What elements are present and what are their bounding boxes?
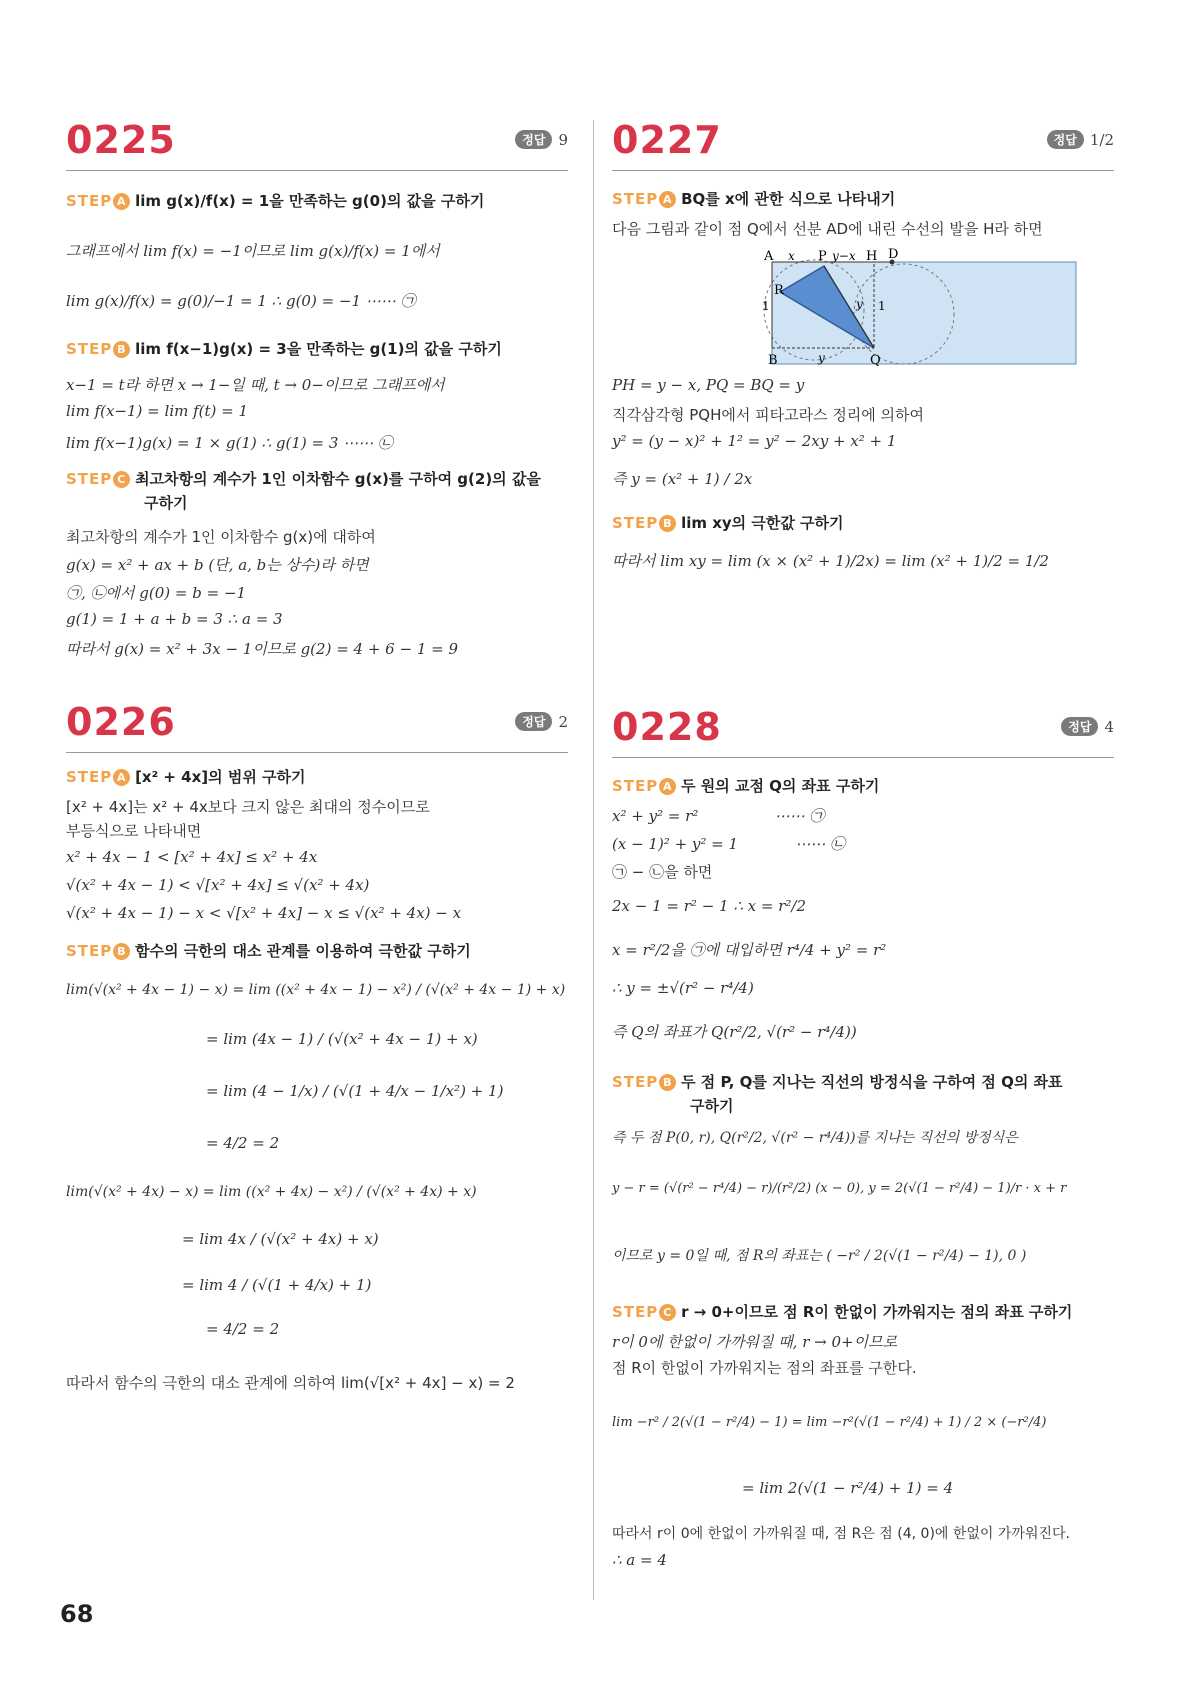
step-heading: STEP A BQ를 x에 관한 식으로 나타내기 xyxy=(612,190,896,208)
solution-line: = lim 4 / (√(1 + 4/x) + 1) xyxy=(182,1276,372,1294)
solution-line: x² + y² = r² ⋯⋯ ㉠ xyxy=(612,807,825,825)
step-heading: STEP C 최고차항의 계수가 1인 이차함수 g(x)를 구하여 g(2)의 값을 xyxy=(66,470,541,488)
answer-value: 9 xyxy=(558,130,568,149)
solution-line: PH = y − x, PQ = BQ = y xyxy=(612,376,805,394)
solution-line: = lim 2(√(1 − r²/4) + 1) = 4 xyxy=(742,1479,954,1497)
solution-line: 다음 그림과 같이 점 Q에서 선분 AD에 내린 수선의 발을 H라 하면 xyxy=(612,220,1043,238)
solution-line: [x² + 4x]는 x² + 4x보다 크지 않은 최대의 정수이므로 xyxy=(66,798,430,816)
solution-line: (x − 1)² + y² = 1 ⋯⋯ ㉡ xyxy=(612,835,846,853)
solution-line: √(x² + 4x − 1) − x < √[x² + 4x] − x ≤ √(x² + 4x) − x xyxy=(66,904,462,922)
solution-line: 부등식으로 나타내면 xyxy=(66,822,202,840)
problem-number: 0227 xyxy=(612,118,722,162)
solution-line: = 4/2 = 2 xyxy=(206,1320,280,1338)
solution-line: x = r²/2을 ㉠에 대입하면 r⁴/4 + y² = r² xyxy=(612,941,887,959)
solution-line: 이므로 y = 0일 때, 점 R의 좌표는 ( −r² / 2(√(1 − r²/4) − 1), 0 ) xyxy=(612,1248,1027,1264)
solution-line: 즉 y = (x² + 1) / 2x xyxy=(612,470,753,488)
solution-line: = lim 4x / (√(x² + 4x) + x) xyxy=(182,1230,379,1248)
answer-badge: 정답 xyxy=(515,130,552,149)
problem-number: 0228 xyxy=(612,705,722,749)
problem-0227 xyxy=(612,118,1114,618)
step-heading: STEP B 함수의 극한의 대소 관계를 이용하여 극한값 구하기 xyxy=(66,942,471,960)
header-rule xyxy=(612,170,1114,171)
solution-line: y² = (y − x)² + 1² = y² − 2xy + x² + 1 xyxy=(612,432,897,450)
problem-number: 0226 xyxy=(66,700,176,744)
problem-0225 xyxy=(66,118,568,658)
solution-line: x−1 = t라 하면 x → 1−일 때, t → 0−이므로 그래프에서 xyxy=(66,376,445,394)
step-heading-cont: 구하기 xyxy=(144,494,188,512)
column-divider xyxy=(593,120,594,1600)
fig-label-h: H xyxy=(866,249,878,264)
solution-line: = lim (4 − 1/x) / (√(1 + 4/x − 1/x²) + 1) xyxy=(206,1082,504,1100)
step-heading-cont: 구하기 xyxy=(690,1097,734,1115)
fig-label-d: D xyxy=(888,248,899,262)
problem-0226 xyxy=(66,700,568,1420)
solution-line: lim f(x−1) = lim f(t) = 1 xyxy=(66,402,249,420)
fig-label-q: Q xyxy=(870,353,881,368)
fig-label-y1: y xyxy=(856,297,863,311)
answer-box xyxy=(515,712,568,731)
step-heading: STEP C r → 0+이므로 점 R이 한없이 가까워지는 점의 좌표 구하기 xyxy=(612,1303,1073,1321)
solution-line: ∴ a = 4 xyxy=(612,1551,667,1569)
fig-label-1b: 1 xyxy=(878,299,886,313)
geometry-figure xyxy=(752,248,1082,368)
header-rule xyxy=(66,170,568,171)
solution-line: ㉠, ㉡에서 g(0) = b = −1 xyxy=(66,584,247,602)
solution-line: lim(√(x² + 4x − 1) − x) = lim ((x² + 4x − 1) − x²) / (√(x² + 4x − 1) + x) xyxy=(66,982,566,998)
solution-line: 최고차항의 계수가 1인 이차함수 g(x)에 대하여 xyxy=(66,528,376,546)
answer-box xyxy=(515,130,568,149)
problem-0228 xyxy=(612,705,1114,1585)
step-heading: STEP A [x² + 4x]의 범위 구하기 xyxy=(66,768,306,786)
step-heading: STEP A lim g(x)/f(x) = 1을 만족하는 g(0)의 값을 구하기 xyxy=(66,192,485,210)
solution-line: 즉 Q의 좌표가 Q(r²/2, √(r² − r⁴/4)) xyxy=(612,1023,857,1041)
solution-line: lim g(x)/f(x) = g(0)/−1 = 1 ∴ g(0) = −1 ⋯⋯ ㉠ xyxy=(66,292,416,310)
solution-line: 직각삼각형 PQH에서 피타고라스 정리에 의하여 xyxy=(612,406,925,424)
answer-badge: 정답 xyxy=(1047,130,1084,149)
solution-line: √(x² + 4x − 1) < √[x² + 4x] ≤ √(x² + 4x) xyxy=(66,876,370,894)
solution-line: 그래프에서 lim f(x) = −1이므로 lim g(x)/f(x) = 1에서 xyxy=(66,242,440,260)
header-rule xyxy=(66,752,568,753)
fig-label-a: A xyxy=(764,249,774,264)
solution-line: x² + 4x − 1 < [x² + 4x] ≤ x² + 4x xyxy=(66,848,318,866)
solution-line: g(1) = 1 + a + b = 3 ∴ a = 3 xyxy=(66,610,283,628)
fig-label-ymx: y−x xyxy=(832,249,856,263)
solution-line: = 4/2 = 2 xyxy=(206,1134,280,1152)
header-rule xyxy=(612,757,1114,758)
fig-label-b: B xyxy=(768,353,778,368)
page-number: 68 xyxy=(60,1600,94,1628)
answer-badge: 정답 xyxy=(515,712,552,731)
step-heading: STEP B lim xy의 극한값 구하기 xyxy=(612,514,844,532)
solution-line: 2x − 1 = r² − 1 ∴ x = r²/2 xyxy=(612,897,807,915)
solution-line: 점 R이 한없이 가까워지는 점의 좌표를 구한다. xyxy=(612,1359,917,1377)
answer-box xyxy=(1047,130,1114,149)
solution-line: lim −r² / 2(√(1 − r²/4) − 1) = lim −r²(√(1 − r²/4) + 1) / 2 × (−r²/4) xyxy=(612,1415,1047,1430)
solution-line: 따라서 r이 0에 한없이 가까워질 때, 점 R은 점 (4, 0)에 한없이 가까워진다. xyxy=(612,1526,1070,1542)
problem-number: 0225 xyxy=(66,118,176,162)
answer-box xyxy=(1061,717,1114,736)
step-heading: STEP B lim f(x−1)g(x) = 3을 만족하는 g(1)의 값을 구하기 xyxy=(66,340,502,358)
fig-label-r: R xyxy=(774,283,784,298)
fig-label-y2: y xyxy=(818,351,825,365)
solution-line: lim f(x−1)g(x) = 1 × g(1) ∴ g(1) = 3 ⋯⋯ ㉡ xyxy=(66,434,393,452)
solution-line: y − r = (√(r² − r⁴/4) − r)/(r²/2) (x − 0), y = 2(√(1 − r²/4) − 1)/r · x + r xyxy=(612,1181,1067,1196)
solution-line: 따라서 lim xy = lim (x × (x² + 1)/2x) = lim (x² + 1)/2 = 1/2 xyxy=(612,552,1049,570)
answer-value: 1/2 xyxy=(1089,130,1114,149)
solution-line: lim(√(x² + 4x) − x) = lim ((x² + 4x) − x²) / (√(x² + 4x) + x) xyxy=(66,1184,477,1200)
step-heading: STEP A 두 원의 교점 Q의 좌표 구하기 xyxy=(612,777,880,795)
solution-line: = lim (4x − 1) / (√(x² + 4x − 1) + x) xyxy=(206,1030,478,1048)
solution-line: ∴ y = ±√(r² − r⁴/4) xyxy=(612,979,754,997)
fig-label-x: x xyxy=(788,249,795,263)
solution-line: r이 0에 한없이 가까워질 때, r → 0+이므로 xyxy=(612,1333,898,1351)
solution-line: 따라서 g(x) = x² + 3x − 1이므로 g(2) = 4 + 6 − 1 = 9 xyxy=(66,640,459,658)
solution-line: 즉 두 점 P(0, r), Q(r²/2, √(r² − r⁴/4))를 지나는 직선의 방정식은 xyxy=(612,1130,1018,1146)
step-heading: STEP B 두 점 P, Q를 지나는 직선의 방정식을 구하여 점 Q의 좌표 xyxy=(612,1073,1063,1091)
fig-label-1a: 1 xyxy=(762,299,770,313)
answer-value: 2 xyxy=(558,712,568,731)
answer-value: 4 xyxy=(1104,717,1114,736)
solution-line: g(x) = x² + ax + b (단, a, b는 상수)라 하면 xyxy=(66,556,369,574)
fig-label-p: P xyxy=(818,249,827,264)
solution-line: 따라서 함수의 극한의 대소 관계에 의하여 lim(√[x² + 4x] − x) = 2 xyxy=(66,1374,515,1392)
solution-line: ㉠ − ㉡을 하면 xyxy=(612,863,713,881)
answer-badge: 정답 xyxy=(1061,717,1098,736)
